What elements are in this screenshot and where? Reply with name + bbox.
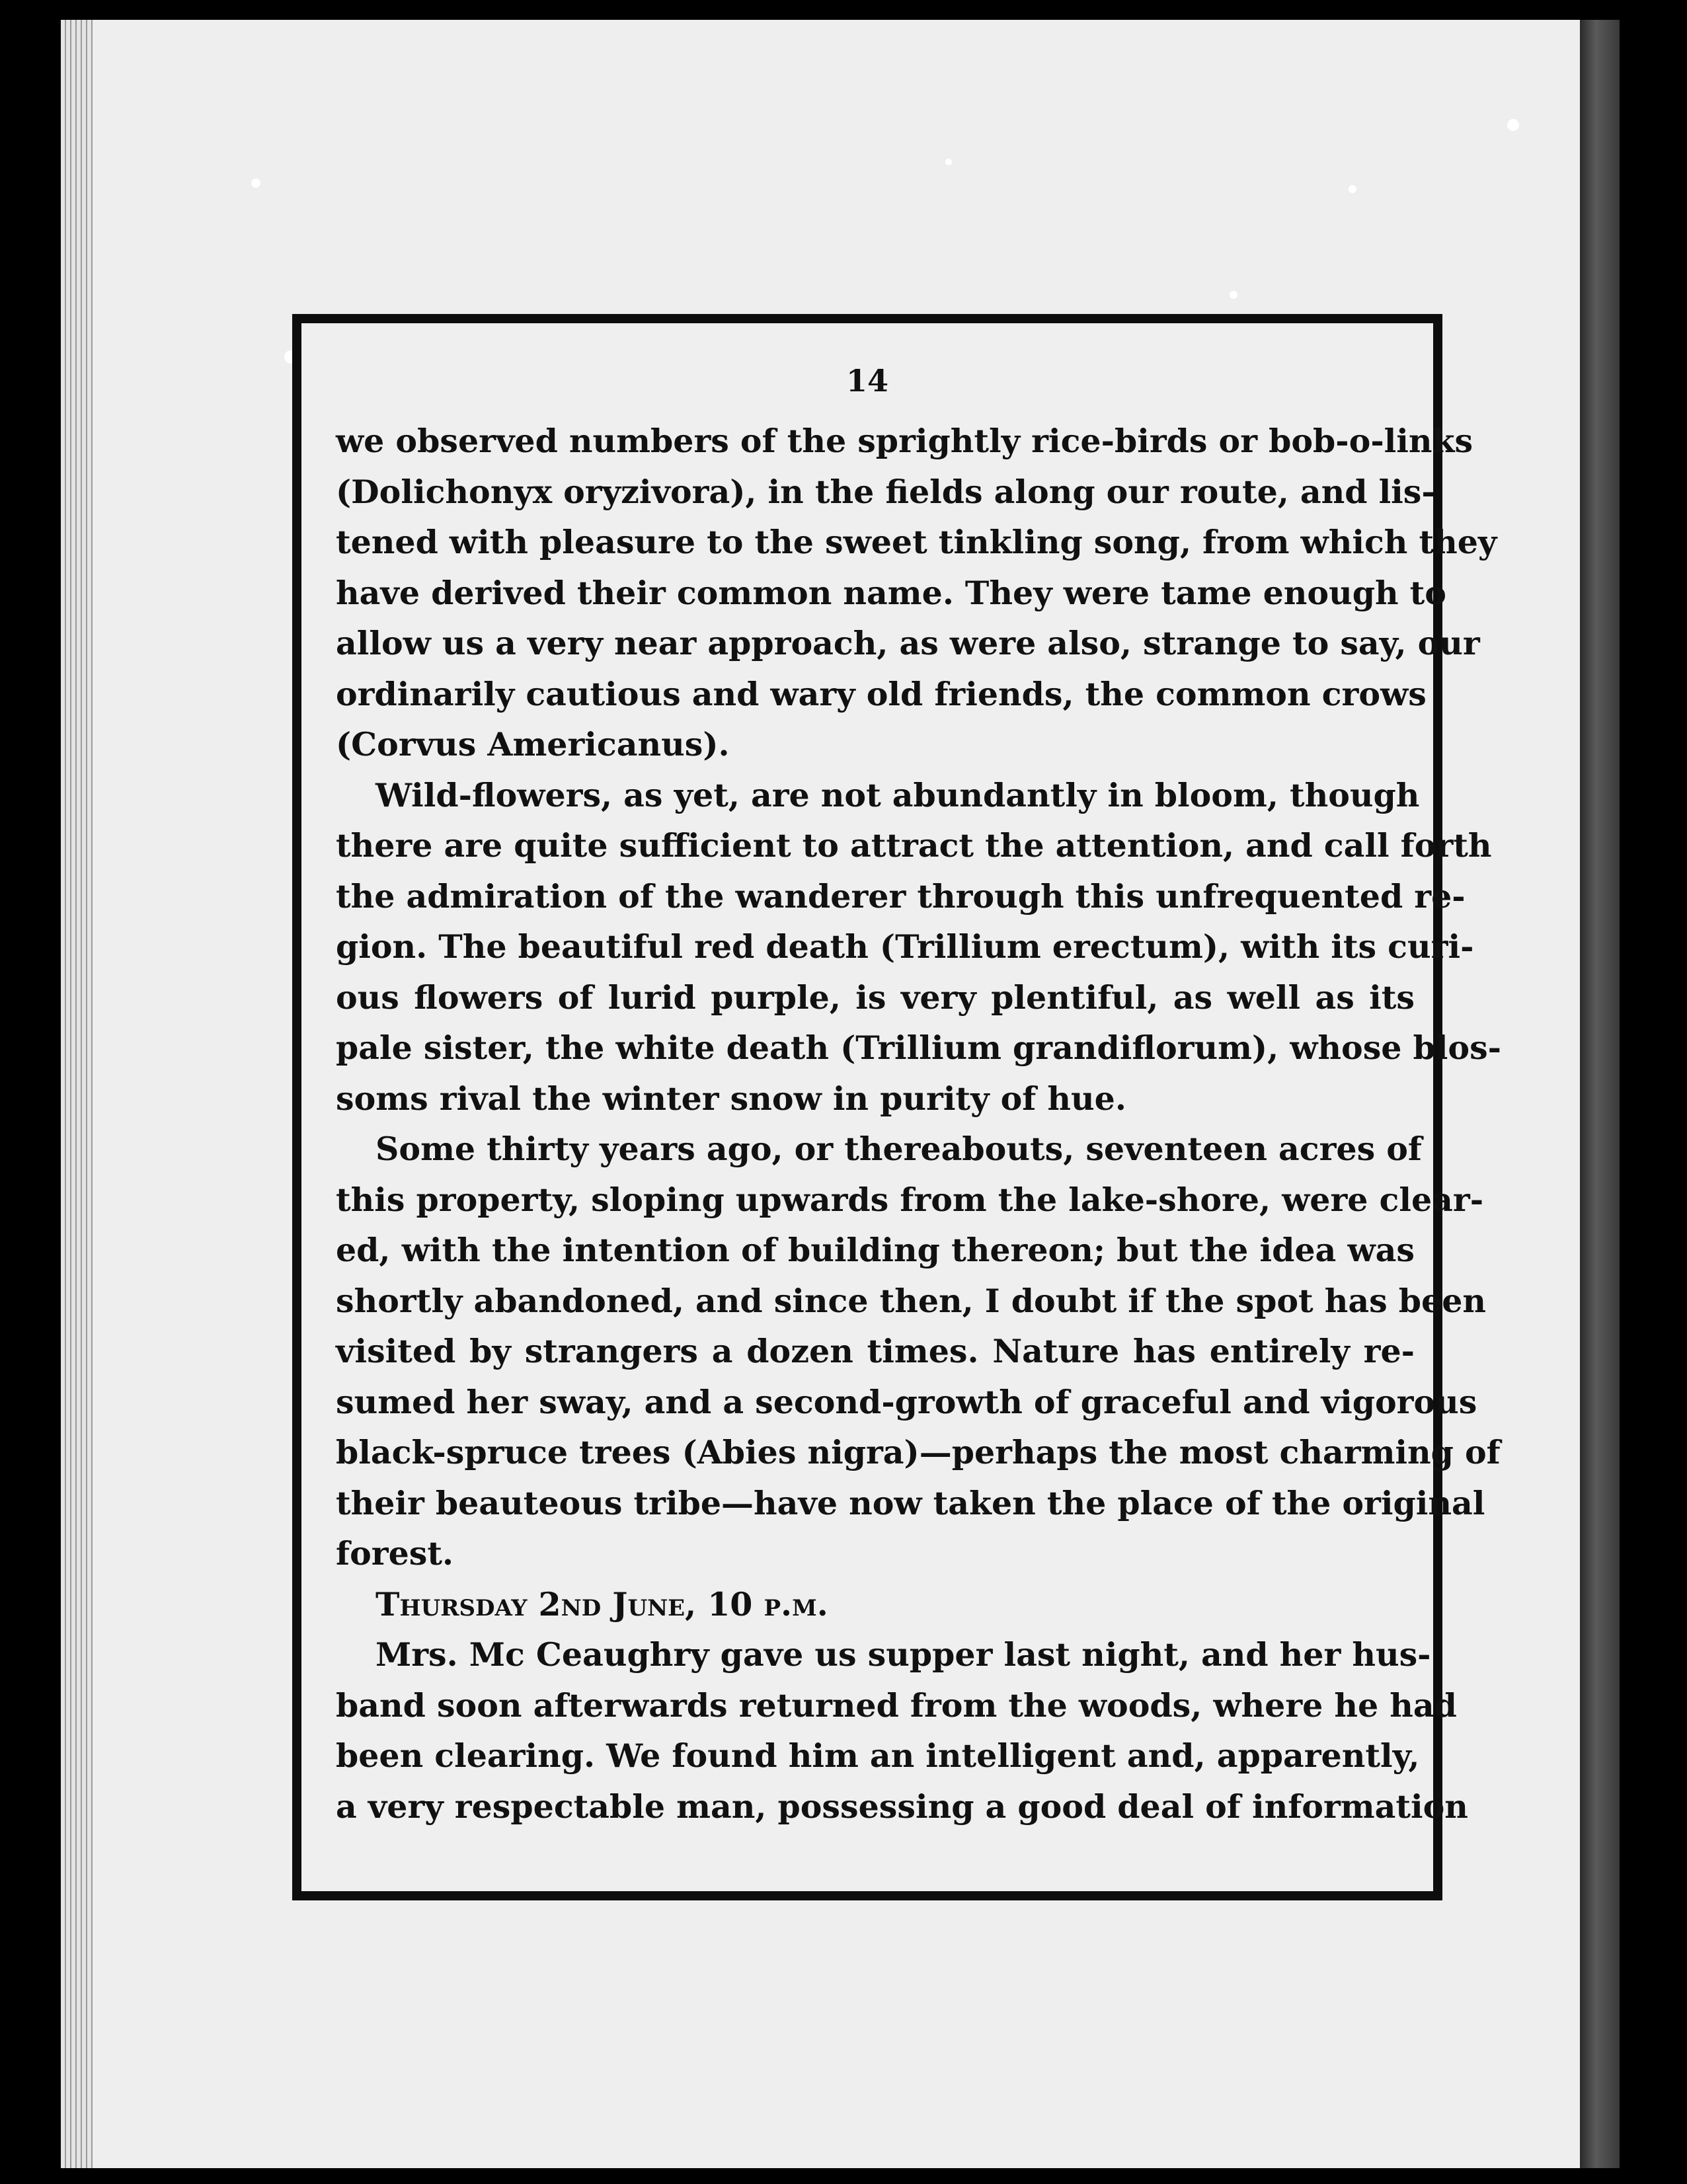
- text-line: there are quite sufficient to attract the attention, and call forth: [336, 826, 1492, 865]
- text-line: have derived their common name. They were tame enough to: [336, 573, 1446, 612]
- text-line: Some thirty years ago, or thereabouts, seventeen acres of: [375, 1130, 1423, 1168]
- text-line: ous flowers of lurid purple, is very plentiful, as well as its: [336, 978, 1415, 1017]
- text-line: visited by strangers a dozen times. Nature has entirely re-: [336, 1332, 1415, 1370]
- page-number: 14: [845, 363, 888, 399]
- body-text: [336, 416, 1502, 1832]
- text-line: been clearing. We found him an intelligent and, apparently,: [336, 1736, 1420, 1775]
- section-heading: Thursday 2nd June, 10 p.m.: [375, 1584, 828, 1623]
- text-line: we observed numbers of the sprightly rice-birds or bob-o-links: [336, 422, 1473, 460]
- text-line: soms rival the winter snow in purity of hue.: [336, 1079, 1126, 1118]
- text-line: pale sister, the white death (Trillium grandiflorum), whose blos-: [336, 1029, 1502, 1067]
- scan-speck: [945, 159, 952, 165]
- text-line: gion. The beautiful red death (Trillium erectum), with its curi-: [336, 927, 1474, 966]
- scan-speck: [1230, 291, 1237, 299]
- text-line: their beauteous tribe—have now taken the place of the original: [336, 1483, 1485, 1522]
- text-line: Wild-flowers, as yet, are not abundantly in bloom, though: [375, 775, 1420, 814]
- text-line: the admiration of the wanderer through this unfrequented re-: [336, 877, 1466, 916]
- text-line: ordinarily cautious and wary old friends, the common crows: [336, 674, 1427, 713]
- text-line: Mrs. Mc Ceaughry gave us supper last night, and her hus-: [375, 1635, 1431, 1674]
- text-line: a very respectable man, possessing a good deal of information: [336, 1787, 1468, 1826]
- text-line: black-spruce trees (Abies nigra)—perhaps the most charming of: [336, 1433, 1501, 1471]
- text-line: forest.: [336, 1534, 454, 1573]
- text-line: tened with pleasure to the sweet tinkling song, from which they: [336, 523, 1497, 561]
- text-frame: [292, 314, 1502, 1900]
- text-line: allow us a very near approach, as were also, strange to say, our: [336, 624, 1480, 662]
- text-line: sumed her sway, and a second-growth of graceful and vigorous: [336, 1382, 1477, 1421]
- text-line: band soon afterwards returned from the woods, where he had: [336, 1686, 1457, 1725]
- text-line: (Dolichonyx oryzivora), in the fields along our route, and lis-: [336, 472, 1435, 511]
- text-line: shortly abandoned, and since then, I doubt if the spot has been: [336, 1281, 1487, 1320]
- scan-speck: [1507, 119, 1519, 131]
- binding-gutter: [1580, 20, 1620, 2168]
- text-line: this property, sloping upwards from the lake-shore, were clear-: [336, 1180, 1484, 1219]
- text-line: (Corvus Americanus).: [336, 725, 730, 763]
- text-line: ed, with the intention of building thereon; but the idea was: [336, 1231, 1415, 1269]
- scan-border: [1620, 0, 1687, 2184]
- scan-speck: [251, 178, 260, 188]
- scan-speck: [1349, 185, 1356, 193]
